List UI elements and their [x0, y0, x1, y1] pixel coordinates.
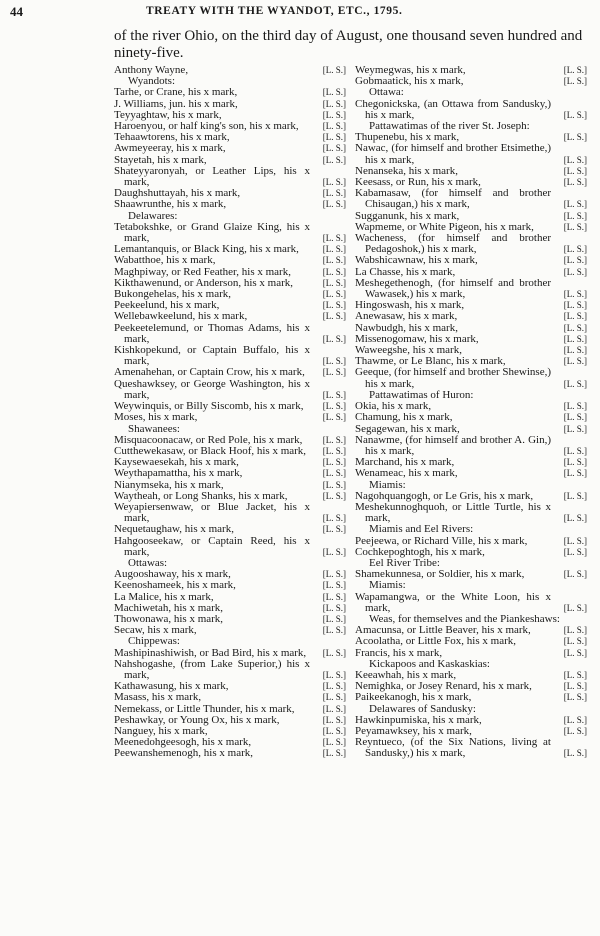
seal-mark: [L. S.]	[322, 401, 346, 412]
seal-mark: [L. S.]	[322, 132, 346, 143]
signatory-entry	[114, 255, 346, 266]
signatory-name: Peyamawksey, his x mark,	[355, 724, 472, 737]
signatory-entry	[114, 536, 346, 558]
seal-mark: [L. S.]	[322, 490, 346, 501]
signatory-entry	[114, 166, 346, 188]
signatory-name: Paikeekanogh, his x mark,	[355, 691, 472, 704]
seal-mark: [L. S.]	[322, 188, 346, 199]
signatory-name: Waweegshe, his x mark,	[355, 344, 462, 357]
signatory-name: Wabatthoe, his x mark,	[114, 254, 216, 267]
signatory-name: Hahgooseekaw, or Captain Reed, his x mark,	[114, 534, 310, 558]
signatory-entry	[114, 468, 346, 479]
signatory-name: Queshawksey, or George Washington, his x mark,	[114, 377, 310, 401]
signatory-name: Keenoshameek, his x mark,	[114, 579, 236, 592]
seal-mark: [L. S.]	[563, 333, 587, 344]
signatory-entry	[355, 412, 587, 423]
signatory-entry	[114, 199, 346, 210]
seal-mark: [L. S.]	[322, 367, 346, 378]
signatory-name: Shateyyaronyah, or Leather Lips, his x mark,	[114, 164, 310, 189]
seal-mark: [L. S.]	[322, 277, 346, 288]
tribe-heading: Kickapoos and Kaskaskias:	[369, 657, 490, 670]
signatory-name: Wellebawkeelund, his x mark,	[114, 310, 248, 323]
seal-mark: [L. S.]	[322, 725, 346, 736]
signatory-entry	[114, 379, 346, 401]
signatory-name: Keesass, or Run, his x mark,	[355, 176, 481, 189]
signatory-name: Reyntueco, (of the Six Nations, living at Sandusky,) his x mark,	[355, 736, 551, 760]
signatory-name: Moses, his x mark,	[114, 411, 198, 424]
seal-mark: [L. S.]	[322, 300, 346, 311]
signatory-name: Anthony Wayne,	[114, 64, 189, 76]
signatory-entry	[355, 636, 587, 647]
seal-mark: [L. S.]	[322, 748, 346, 759]
page-number: 44	[10, 4, 23, 19]
seal-mark: [L. S.]	[322, 266, 346, 277]
seal-mark: [L. S.]	[563, 244, 587, 255]
tribe-heading: Miamis:	[369, 478, 406, 491]
signatory-entry	[355, 143, 587, 165]
signatory-name: Thupenebu, his x mark,	[355, 131, 460, 144]
signatory-entry	[355, 76, 587, 87]
seal-mark: [L. S.]	[322, 669, 346, 680]
seal-mark: [L. S.]	[563, 457, 587, 468]
signatory-entry	[355, 278, 587, 300]
signatory-name: La Chasse, his x mark,	[355, 265, 456, 278]
signatory-name: Tetabokshke, or Grand Glaize King, his x mark,	[114, 220, 310, 245]
seal-mark: [L. S.]	[563, 748, 587, 759]
seal-mark: [L. S.]	[563, 221, 587, 232]
signatory-name: Acoolatha, or Little Fox, his x mark,	[355, 635, 516, 648]
tribe-heading: Shawanees:	[128, 422, 180, 435]
signatory-entry	[355, 502, 587, 524]
seal-mark: [L. S.]	[322, 289, 346, 300]
signatory-name: Keeawhah, his x mark,	[355, 668, 457, 681]
signatory-name: Hingoswash, his x mark,	[355, 299, 465, 312]
signatory-name: Meshekunnoghquoh, or Little Turtle, his x mark,	[355, 500, 551, 525]
seal-mark: [L. S.]	[563, 625, 587, 636]
seal-mark: [L. S.]	[322, 199, 346, 210]
signatory-name: Machiwetah, his x mark,	[114, 601, 224, 614]
signatory-name: La Malice, his x mark,	[114, 590, 214, 603]
signatory-name: Amacunsa, or Little Beaver, his x mark,	[355, 624, 531, 637]
seal-mark: [L. S.]	[322, 65, 346, 75]
signatory-name: Nanawme, (for himself and brother A. Gin,) his x mark,	[355, 433, 551, 457]
signatory-entry	[114, 87, 346, 98]
signatory-name: Kishkopekund, or Captain Buffalo, his x mark,	[114, 344, 310, 368]
signatory-entry	[114, 625, 346, 636]
seal-mark: [L. S.]	[322, 613, 346, 624]
signatory-name: Shaawrunthe, his x mark,	[114, 198, 227, 211]
seal-mark: [L. S.]	[322, 154, 346, 165]
seal-mark: [L. S.]	[322, 737, 346, 748]
signatory-name: Haroenyou, or half king's son, his x mark,	[114, 120, 299, 133]
signatory-name: Kabamasaw, (for himself and brother Chisaugan,) his x mark,	[355, 187, 551, 211]
signatory-name: Segagewan, his x mark,	[355, 422, 460, 435]
signatory-name: Tarhe, or Crane, his x mark,	[114, 86, 238, 99]
tribe-heading: Eel River Tribe:	[369, 556, 440, 569]
seal-mark: [L. S.]	[563, 602, 587, 613]
signatory-entry	[355, 692, 587, 703]
signatory-entry	[355, 435, 587, 457]
signatory-name: Chegonickska, (an Ottawa from Sandusky,) his x mark,	[355, 97, 551, 121]
signatory-name: Kaysewaesekah, his x mark,	[114, 456, 239, 469]
signatory-name: Waytheah, or Long Shanks, his x mark,	[114, 489, 288, 502]
seal-mark: [L. S.]	[563, 490, 587, 501]
seal-mark: [L. S.]	[322, 98, 346, 109]
seal-mark: [L. S.]	[563, 356, 587, 367]
signatory-entry	[355, 188, 587, 210]
tribe-heading: Pattawatimas of Huron:	[369, 388, 474, 401]
seal-mark: [L. S.]	[322, 109, 346, 120]
signatory-name: Missenogomaw, his x mark,	[355, 332, 479, 345]
signatory-entry	[114, 524, 346, 535]
seal-mark: [L. S.]	[563, 692, 587, 703]
signatory-entry	[114, 367, 346, 378]
signatory-entry	[355, 569, 587, 580]
signatory-name: Nawbudgh, his x mark,	[355, 321, 458, 334]
seal-mark: [L. S.]	[322, 457, 346, 468]
signatory-entry	[355, 233, 587, 255]
signatory-name: Wabshicawnaw, his x mark,	[355, 254, 478, 267]
seal-mark: [L. S.]	[322, 591, 346, 602]
signatory-entry	[355, 311, 587, 322]
tribe-heading: Miamis:	[369, 579, 406, 592]
seal-mark: [L. S.]	[563, 199, 587, 210]
signatory-name: Cochkepoghtogh, his x mark,	[355, 545, 485, 558]
seal-mark: [L. S.]	[322, 703, 346, 714]
signatory-name: Sugganunk, his x mark,	[355, 209, 460, 222]
seal-mark: [L. S.]	[563, 546, 587, 557]
signatory-name: Meshegethenogh, (for himself and brother Wawasek,) his x mark,	[355, 276, 551, 301]
signatory-entry	[355, 367, 587, 389]
seal-mark: [L. S.]	[563, 569, 587, 580]
signatory-name: Hawkinpumiska, his x mark,	[355, 713, 482, 726]
seal-mark: [L. S.]	[563, 401, 587, 412]
intro-text: of the river Ohio, on the third day of August, one thousand seven hundred and ninety-five.	[114, 28, 583, 61]
seal-mark: [L. S.]	[563, 210, 587, 221]
signatory-name: Amenahehan, or Captain Crow, his x mark,	[114, 366, 305, 379]
signatory-name: Nemekass, or Little Thunder, his x mark,	[114, 702, 295, 715]
signatory-name: Nanguey, his x mark,	[114, 724, 208, 737]
seal-mark: [L. S.]	[322, 445, 346, 456]
seal-mark: [L. S.]	[322, 121, 346, 132]
signatory-name: Masass, his x mark,	[114, 691, 202, 704]
seal-mark: [L. S.]	[322, 87, 346, 98]
tribe-heading: Delawares of Sandusky:	[369, 702, 476, 715]
seal-mark: [L. S.]	[563, 165, 587, 176]
signatory-name: J. Williams, jun. his x mark,	[114, 97, 238, 110]
seal-mark: [L. S.]	[563, 109, 587, 120]
signatory-entry	[114, 323, 346, 345]
seal-mark: [L. S.]	[322, 513, 346, 524]
signatory-name: Okia, his x mark,	[355, 400, 432, 413]
signatory-entry	[355, 255, 587, 266]
seal-mark: [L. S.]	[322, 311, 346, 322]
seal-mark: [L. S.]	[563, 266, 587, 277]
seal-mark: [L. S.]	[563, 311, 587, 322]
seal-mark: [L. S.]	[322, 546, 346, 557]
signatory-name: Awmeyeeray, his x mark,	[114, 142, 226, 155]
seal-mark: [L. S.]	[322, 468, 346, 479]
signatory-name: Peewanshemenogh, his x mark,	[114, 747, 253, 760]
seal-mark: [L. S.]	[563, 647, 587, 658]
seal-mark: [L. S.]	[563, 412, 587, 423]
seal-mark: [L. S.]	[322, 524, 346, 535]
seal-mark: [L. S.]	[322, 177, 346, 188]
seal-mark: [L. S.]	[322, 434, 346, 445]
signatory-name: Thowonawa, his x mark,	[114, 612, 224, 625]
signatory-entry	[114, 311, 346, 322]
signatory-name: Wapmeme, or White Pigeon, his x mark,	[355, 220, 534, 233]
seal-mark: [L. S.]	[563, 445, 587, 456]
seal-mark: [L. S.]	[563, 378, 587, 389]
seal-mark: [L. S.]	[322, 356, 346, 367]
seal-mark: [L. S.]	[563, 76, 587, 87]
signatory-name: Nianymseka, his x mark,	[114, 478, 224, 491]
seal-mark: [L. S.]	[322, 602, 346, 613]
signatory-entry	[114, 748, 346, 759]
tribe-heading: Ottawas:	[128, 556, 168, 569]
tribe-heading: Pattawatimas of the river St. Joseph:	[369, 120, 530, 133]
signatory-name: Shamekunnesa, or Soldier, his x mark,	[355, 568, 525, 581]
seal-mark: [L. S.]	[322, 569, 346, 580]
signatory-name: Peshawkay, or Young Ox, his x mark,	[114, 713, 280, 726]
seal-mark: [L. S.]	[563, 345, 587, 356]
signatory-name: Weywinquis, or Billy Siscomb, his x mark,	[114, 400, 304, 413]
signatory-name: Weythapamattha, his x mark,	[114, 467, 243, 480]
signatory-name: Cutthewekasaw, or Black Hoof, his x mark,	[114, 444, 307, 457]
seal-mark: [L. S.]	[322, 244, 346, 255]
signatory-name: Peejeewa, or Richard Ville, his x mark,	[355, 534, 528, 547]
seal-mark: [L. S.]	[322, 580, 346, 591]
signatory-entry	[114, 65, 346, 76]
signatory-entry	[355, 547, 587, 558]
signatory-name: Misquacoonacaw, or Red Pole, his x mark,	[114, 433, 303, 446]
seal-mark: [L. S.]	[563, 714, 587, 725]
signatory-name: Wacheness, (for himself and brother Pedagoshok,) his x mark,	[355, 232, 551, 256]
signatory-name: Nahshogashe, (from Lake Superior,) his x mark,	[114, 657, 310, 681]
tribe-heading: Delawares:	[128, 209, 178, 222]
signatory-name: Weyapiersenwaw, or Blue Jacket, his x mark,	[114, 500, 310, 525]
seal-mark: [L. S.]	[322, 714, 346, 725]
signatory-name: Lemantanquis, or Black King, his x mark,	[114, 243, 299, 256]
tribe-heading: Wyandots:	[128, 75, 175, 88]
seal-mark: [L. S.]	[563, 65, 587, 75]
seal-mark: [L. S.]	[563, 154, 587, 165]
signatory-entry	[114, 692, 346, 703]
page-header	[0, 0, 600, 24]
signatory-name: Weymegwas, his x mark,	[355, 64, 466, 76]
seal-mark: [L. S.]	[322, 647, 346, 658]
signatory-name: Peekeelund, his x mark,	[114, 299, 220, 312]
seal-mark: [L. S.]	[563, 669, 587, 680]
seal-mark: [L. S.]	[563, 535, 587, 546]
signatory-name: Mashipinashiwish, or Bad Bird, his x mark,	[114, 646, 307, 659]
signatory-name: Secaw, his x mark,	[114, 624, 197, 637]
signatory-name: Bukongehelas, his x mark,	[114, 288, 232, 301]
signatory-entry	[114, 143, 346, 154]
seal-mark: [L. S.]	[563, 255, 587, 266]
signatory-name: Nemighka, or Josey Renard, his x mark,	[355, 680, 532, 693]
seal-mark: [L. S.]	[563, 289, 587, 300]
signatory-entry	[114, 502, 346, 524]
seal-mark: [L. S.]	[563, 300, 587, 311]
signatory-entry	[355, 468, 587, 479]
signatory-name: Augooshaway, his x mark,	[114, 568, 231, 581]
signatory-name: Gobmaatick, his x mark,	[355, 75, 464, 88]
seal-mark: [L. S.]	[563, 177, 587, 188]
seal-mark: [L. S.]	[563, 423, 587, 434]
signatory-name: Anewasaw, his x mark,	[355, 310, 458, 323]
seal-mark: [L. S.]	[322, 255, 346, 266]
seal-mark: [L. S.]	[322, 692, 346, 703]
signatures-right-column	[355, 65, 587, 760]
signatory-name: Teyyaghtaw, his x mark,	[114, 108, 222, 121]
signatory-name: Tehaawtorens, his x mark,	[114, 131, 230, 144]
tribe-heading: Chippewas:	[128, 635, 180, 648]
signatory-entry	[355, 99, 587, 121]
signatory-entry	[355, 737, 587, 759]
seal-mark: [L. S.]	[322, 681, 346, 692]
signatory-name: Nawac, (for himself and brother Etsimethe,) his x mark,	[355, 142, 551, 166]
signatory-entry	[355, 592, 587, 614]
running-title: TREATY WITH THE WYANDOT, ETC., 1795.	[146, 5, 403, 17]
signatory-name: Nenanseka, his x mark,	[355, 164, 458, 177]
signatory-name: Nequetaughaw, his x mark,	[114, 523, 234, 536]
tribe-heading: Weas, for themselves and the Piankeshaws:	[369, 612, 560, 625]
signatory-name: Meenedohgeesogh, his x mark,	[114, 736, 252, 749]
seal-mark: [L. S.]	[322, 333, 346, 344]
seal-mark: [L. S.]	[563, 681, 587, 692]
seal-mark: [L. S.]	[322, 389, 346, 400]
signatory-name: Thawme, or Le Blanc, his x mark,	[355, 355, 506, 368]
seal-mark: [L. S.]	[322, 625, 346, 636]
signatory-entry	[114, 412, 346, 423]
signatory-name: Wapamangwa, or the White Loon, his x mark,	[355, 590, 551, 614]
signatory-entry	[114, 345, 346, 367]
seal-mark: [L. S.]	[563, 132, 587, 143]
seal-mark: [L. S.]	[322, 143, 346, 154]
signatory-entry	[114, 222, 346, 244]
signatory-entry	[355, 648, 587, 659]
signatory-entry	[114, 580, 346, 591]
signatory-name: Wenameac, his x mark,	[355, 467, 458, 480]
signatory-name: Chamung, his x mark,	[355, 411, 453, 424]
signatory-entry	[114, 659, 346, 681]
signatory-name: Daughshuttayah, his x mark,	[114, 187, 241, 200]
signatory-name: Francis, his x mark,	[355, 646, 443, 659]
tribe-heading: Miamis and Eel Rivers:	[369, 523, 474, 536]
signatures-left-column	[114, 65, 346, 760]
signatory-name: Maghpiway, or Red Feather, his x mark,	[114, 265, 291, 278]
signatory-name: Kathawasung, his x mark,	[114, 680, 229, 693]
signatory-name: Peekeetelemund, or Thomas Adams, his x mark,	[114, 321, 310, 345]
seal-mark: [L. S.]	[563, 725, 587, 736]
signatory-name: Stayetah, his x mark,	[114, 153, 207, 166]
signatory-name: Marchand, his x mark,	[355, 456, 455, 469]
signatory-name: Nagohquangogh, or Le Gris, his x mark,	[355, 489, 534, 502]
signatory-name: Kikthawenund, or Anderson, his x mark,	[114, 276, 294, 289]
signatory-name: Geeque, (for himself and brother Shewinse,) his x mark,	[355, 366, 551, 390]
seal-mark: [L. S.]	[322, 233, 346, 244]
seal-mark: [L. S.]	[322, 479, 346, 490]
seal-mark: [L. S.]	[563, 636, 587, 647]
seal-mark: [L. S.]	[563, 468, 587, 479]
seal-mark: [L. S.]	[563, 513, 587, 524]
seal-mark: [L. S.]	[322, 412, 346, 423]
seal-mark: [L. S.]	[563, 322, 587, 333]
tribe-heading: Ottawa:	[369, 86, 404, 99]
